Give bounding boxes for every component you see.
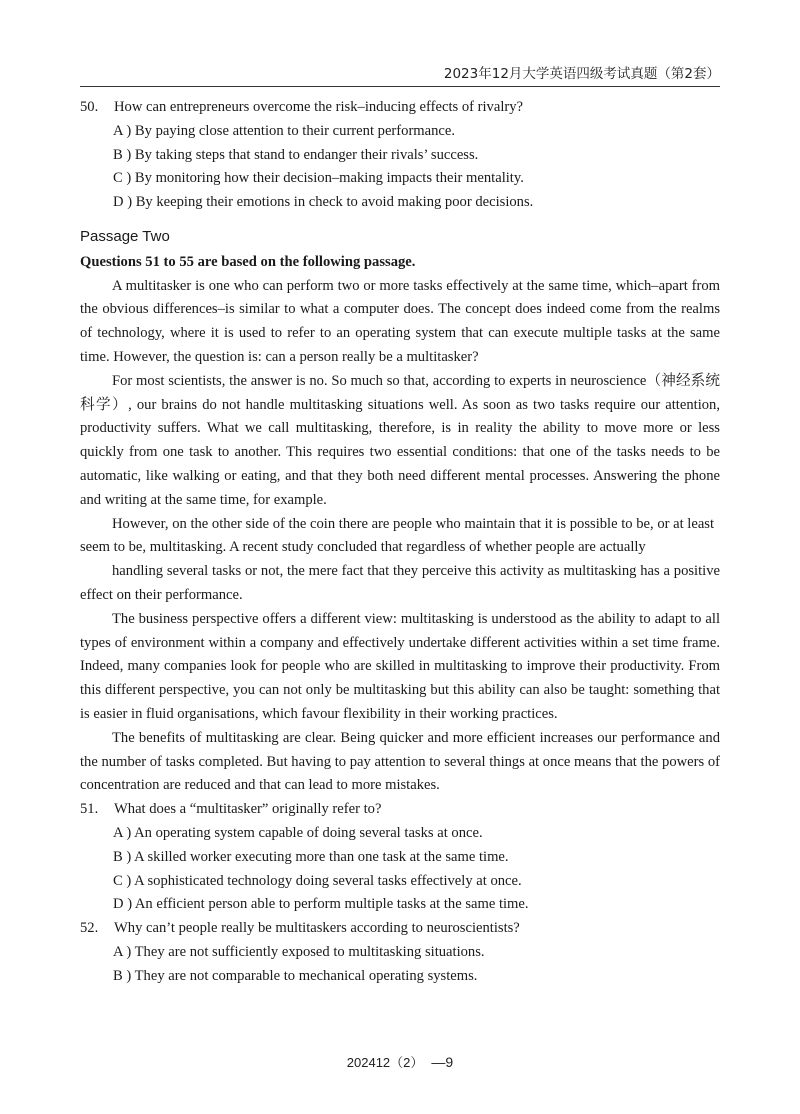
option: C ) A sophisticated technology doing several tasks effectively at once. <box>113 872 522 889</box>
question-text: How can entrepreneurs overcome the risk–inducing effects of rivalry? <box>114 99 524 115</box>
passage-instruction: Questions 51 to 55 are based on the following passage. <box>80 253 416 270</box>
passage-paragraph: A multitasker is one who can perform two or more tasks effectively at the same time, which–apart from the obvious differences–is similar to what a computer does. The concept does indeed come from the realms of technology, where it is used to refer to an operating system that can execute multiple tasks at the same time. However, the question is: can a person really be a multitasker? <box>80 277 720 365</box>
page-content <box>80 96 720 988</box>
question-number: 51. <box>80 801 99 818</box>
header-title: 2023年12月大学英语四级考试真题（第2套） <box>443 66 720 82</box>
passage-paragraph: The benefits of multitasking are clear. Being quicker and more efficient increases our performance and the number of tasks completed. But having to pay attention to several things at once means that the powers of concentration are reduced and that can lead to more mistakes. <box>80 729 720 794</box>
option: B ) By taking steps that stand to endanger their rivals’ success. <box>113 146 479 163</box>
question-stem <box>80 798 720 822</box>
question-stem <box>80 96 720 120</box>
option: B ) A skilled worker executing more than one task at the same time. <box>113 848 509 865</box>
question-50 <box>80 96 720 215</box>
passage-paragraph: handling several tasks or not, the mere fact that they perceive this activity as multitasking has a positive effect on their performance. <box>80 563 720 603</box>
footer-code: 202412（2） <box>346 1055 424 1070</box>
question-stem <box>80 917 720 941</box>
question-text: Why can’t people really be multitaskers according to neuroscientists? <box>114 920 520 937</box>
option: C ) By monitoring how their decision–making impacts their mentality. <box>113 170 524 187</box>
question-text: What does a “multitasker” originally refer to? <box>114 801 382 818</box>
question-51 <box>80 798 720 917</box>
page-number: —9 <box>431 1054 454 1070</box>
page-footer <box>0 1052 800 1071</box>
option: D ) By keeping their emotions in check to avoid making poor decisions. <box>113 194 534 211</box>
question-52 <box>80 917 720 988</box>
passage-paragraph: The business perspective offers a different view: multitasking is understood as the ability to adapt to all types of environment within a company and effectively undertake different activities within a set time frame. Indeed, many companies look for people who are skilled in multitasking to improve their productivity. From this different perspective, you can not only be multitasking but this ability can also be taught: something that is easier in fluid organisations, which favour flexibility in their working practices. <box>80 610 720 722</box>
option: D ) An efficient person able to perform multiple tasks at the same time. <box>113 896 529 913</box>
option: A ) An operating system capable of doing several tasks at once. <box>113 824 483 841</box>
question-number: 50. <box>80 99 99 115</box>
passage-paragraph: However, on the other side of the coin there are people who maintain that it is possible to be, or at least seem to be, multitasking. A recent study concluded that regardless of whether people are actually <box>80 515 715 556</box>
page-header <box>80 62 720 87</box>
passage-title: Passage Two <box>80 227 170 245</box>
option: B ) They are not comparable to mechanical operating systems. <box>113 967 478 984</box>
option: A ) They are not sufficiently exposed to multitasking situations. <box>113 943 485 960</box>
option: A ) By paying close attention to their current performance. <box>113 122 456 139</box>
question-number: 52. <box>80 920 99 937</box>
passage-paragraph: For most scientists, the answer is no. So much so that, according to experts in neuroscience（神经系统科学）, our brains do not handle multitasking situations well. As soon as two tasks require our attention, productivity suffers. What we call multitasking, therefore, is in reality the ability to move more or less quickly from one task to another. This requires two essential conditions: that one of the tasks needs to be automatic, like walking or eating, and that they both need different mental processes. Answering the phone and writing at the same time, for example. <box>80 372 720 508</box>
